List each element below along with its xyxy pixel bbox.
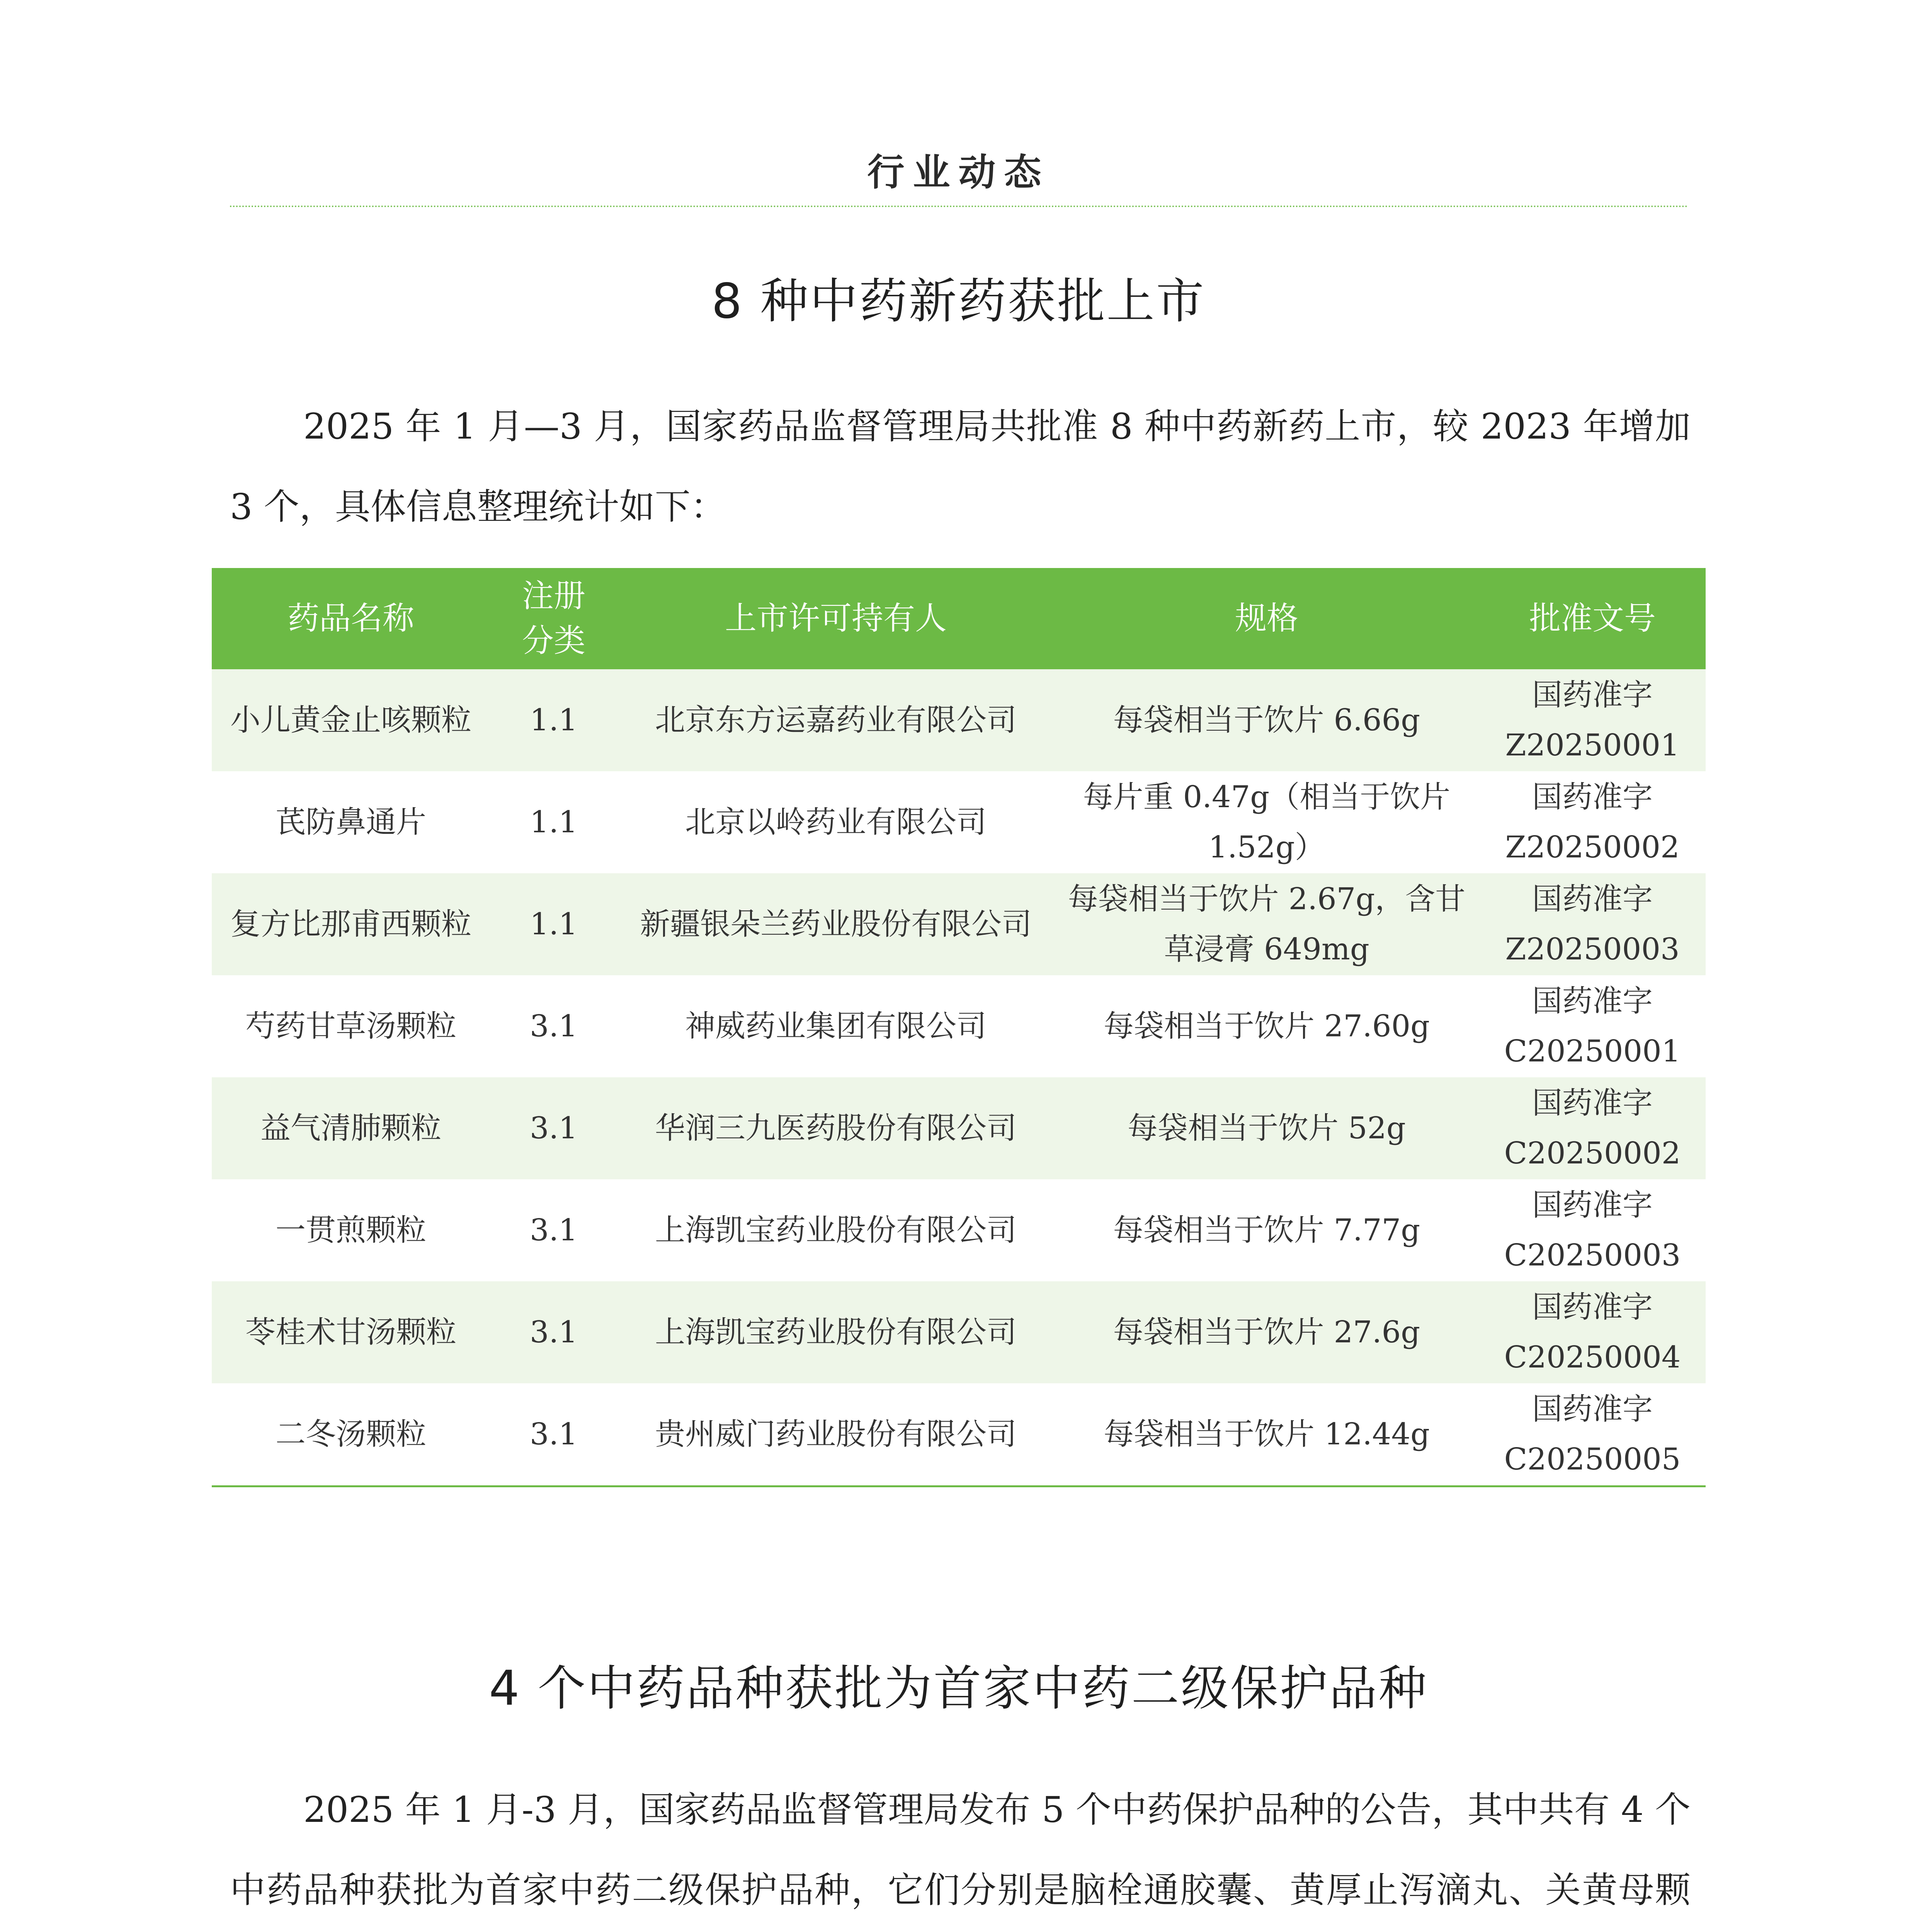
cell-registration-class: 3.1 <box>490 1077 617 1179</box>
cell-registration-class: 3.1 <box>490 975 617 1077</box>
table-row <box>212 1077 1706 1179</box>
col-header-registration-class: 注册分类 <box>490 568 617 669</box>
cell-approval-number: 国药准字 C20250005 <box>1479 1383 1706 1486</box>
cell-license-holder: 神威药业集团有限公司 <box>617 975 1054 1077</box>
cell-license-holder: 上海凯宝药业股份有限公司 <box>617 1179 1054 1281</box>
section2-paragraph: 2025 年 1 月-3 月，国家药品监督管理局发布 5 个中药保护品种的公告，其中共有 4 个中药品种获批为首家中药二级保护品种，它们分别是脑栓通胶囊、黄厚止泻滴丸、关黄母颗 <box>230 1789 1691 1911</box>
cell-drug-name: 一贯煎颗粒 <box>212 1179 490 1281</box>
cell-registration-class: 3.1 <box>490 1281 617 1383</box>
table-row <box>212 975 1706 1077</box>
cell-registration-class: 1.1 <box>490 873 617 975</box>
cell-license-holder: 上海凯宝药业股份有限公司 <box>617 1281 1054 1383</box>
col-header-specification: 规格 <box>1054 568 1479 669</box>
header-divider <box>230 206 1689 207</box>
new-drugs-table <box>212 568 1706 1487</box>
cell-approval-number: 国药准字 C20250002 <box>1479 1077 1706 1179</box>
table-row <box>212 873 1706 975</box>
section1-paragraph: 2025 年 1 月—3 月，国家药品监督管理局共批准 8 种中药新药上市，较 2023 年增加 3 个，具体信息整理统计如下： <box>230 406 1691 527</box>
cell-license-holder: 贵州威门药业股份有限公司 <box>617 1383 1054 1486</box>
section2-title: 4 个中药品种获批为首家中药二级保护品种 <box>489 1661 1428 1716</box>
cell-license-holder: 新疆银朵兰药业股份有限公司 <box>617 873 1054 975</box>
cell-drug-name: 小儿黄金止咳颗粒 <box>212 669 490 771</box>
section1-title: 8 种中药新药获批上市 <box>711 274 1206 329</box>
col-header-approval-number: 批准文号 <box>1479 568 1706 669</box>
header-title: 行业动态 <box>867 150 1050 194</box>
table-row <box>212 1179 1706 1281</box>
cell-specification: 每袋相当于饮片 2.67g，含甘草浸膏 649mg <box>1054 873 1479 975</box>
cell-drug-name: 芪防鼻通片 <box>212 771 490 873</box>
cell-specification: 每袋相当于饮片 12.44g <box>1054 1383 1479 1486</box>
table-row <box>212 771 1706 873</box>
cell-approval-number: 国药准字 Z20250002 <box>1479 771 1706 873</box>
table-header-row <box>212 568 1706 669</box>
cell-drug-name: 芍药甘草汤颗粒 <box>212 975 490 1077</box>
cell-drug-name: 益气清肺颗粒 <box>212 1077 490 1179</box>
table-row <box>212 669 1706 771</box>
cell-registration-class: 1.1 <box>490 669 617 771</box>
cell-approval-number: 国药准字 C20250001 <box>1479 975 1706 1077</box>
cell-specification: 每袋相当于饮片 27.6g <box>1054 1281 1479 1383</box>
cell-drug-name: 二冬汤颗粒 <box>212 1383 490 1486</box>
cell-drug-name: 苓桂术甘汤颗粒 <box>212 1281 490 1383</box>
cell-license-holder: 北京以岭药业有限公司 <box>617 771 1054 873</box>
cell-specification: 每袋相当于饮片 27.60g <box>1054 975 1479 1077</box>
cell-specification: 每袋相当于饮片 6.66g <box>1054 669 1479 771</box>
cell-approval-number: 国药准字 C20250004 <box>1479 1281 1706 1383</box>
col-header-drug-name: 药品名称 <box>212 568 490 669</box>
table-row <box>212 1281 1706 1383</box>
cell-approval-number: 国药准字 C20250003 <box>1479 1179 1706 1281</box>
cell-approval-number: 国药准字 Z20250003 <box>1479 873 1706 975</box>
cell-specification: 每袋相当于饮片 52g <box>1054 1077 1479 1179</box>
cell-registration-class: 1.1 <box>490 771 617 873</box>
table-row <box>212 1383 1706 1486</box>
cell-registration-class: 3.1 <box>490 1383 617 1486</box>
cell-specification: 每袋相当于饮片 7.77g <box>1054 1179 1479 1281</box>
cell-license-holder: 北京东方运嘉药业有限公司 <box>617 669 1054 771</box>
col-header-license-holder: 上市许可持有人 <box>617 568 1054 669</box>
cell-approval-number: 国药准字 Z20250001 <box>1479 669 1706 771</box>
cell-registration-class: 3.1 <box>490 1179 617 1281</box>
cell-license-holder: 华润三九医药股份有限公司 <box>617 1077 1054 1179</box>
cell-drug-name: 复方比那甫西颗粒 <box>212 873 490 975</box>
cell-specification: 每片重 0.47g（相当于饮片 1.52g） <box>1054 771 1479 873</box>
